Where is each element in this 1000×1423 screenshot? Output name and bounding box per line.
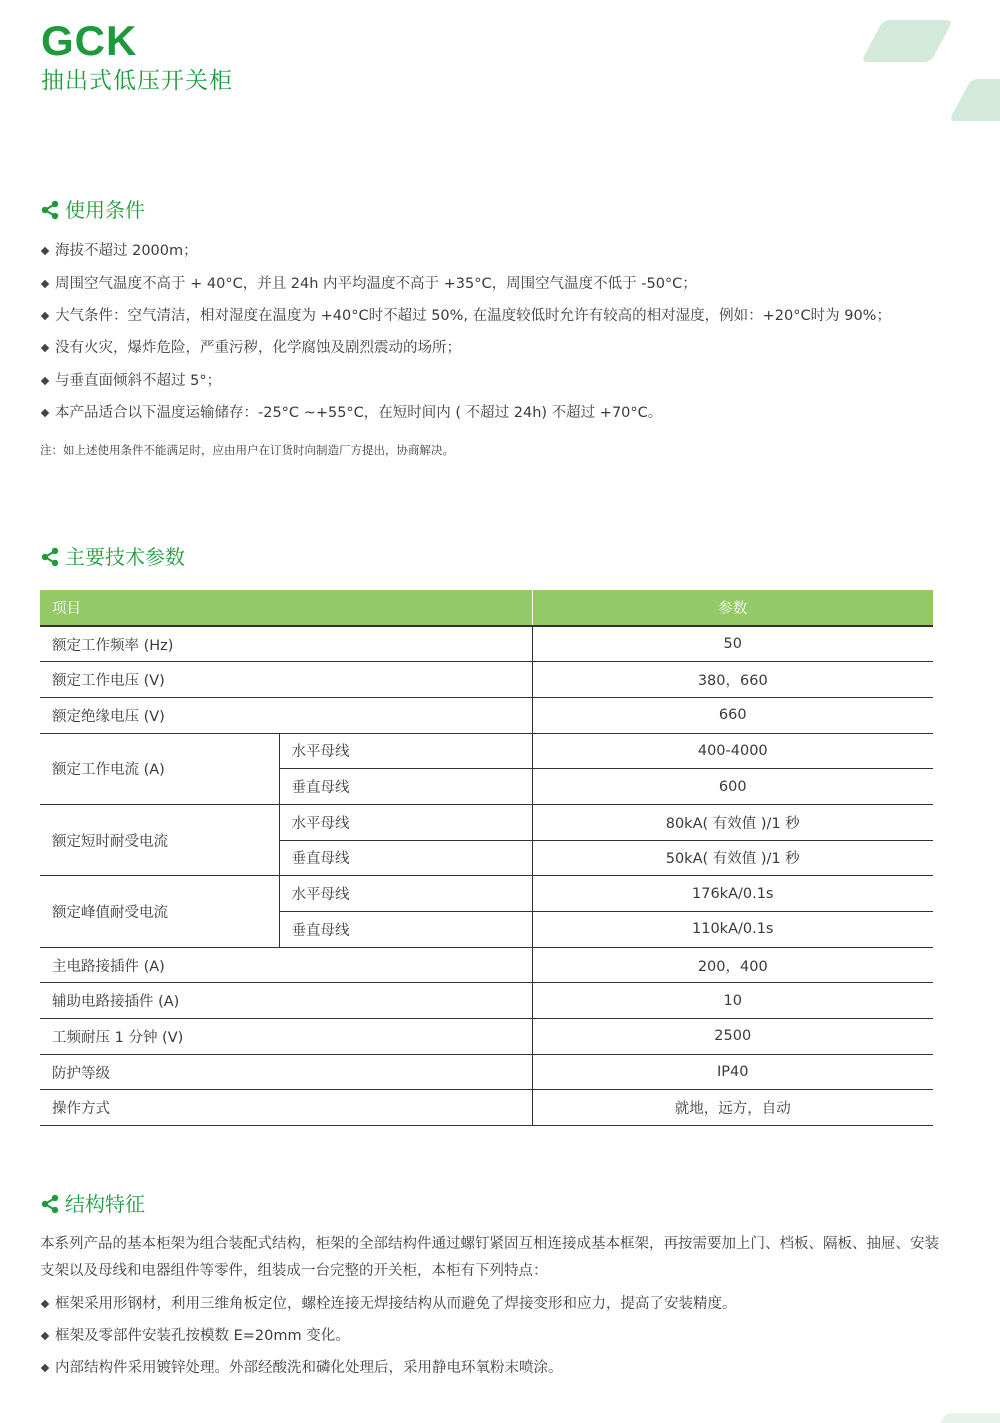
bullet-icon (41, 247, 49, 255)
row-value: 50 (532, 626, 933, 662)
row-value: 200，400 (532, 947, 933, 983)
row-sublabel: 垂直母线 (279, 840, 532, 876)
row-sublabel: 垂直母线 (279, 912, 532, 948)
row-value: 10 (532, 983, 933, 1019)
usage-note: 注：如上述使用条件不能满足时，应由用户在订货时向制造厂方提出，协商解决。 (40, 443, 454, 457)
bullet-icon (41, 1332, 49, 1340)
row-value: 50kA( 有效值 )/1 秒 (532, 840, 933, 876)
section-title: 结构特征 (65, 1192, 145, 1216)
usage-item (40, 241, 198, 261)
table-row (40, 662, 933, 698)
row-sublabel: 水平母线 (279, 733, 532, 769)
table-row (40, 804, 933, 840)
usage-item-text: 大气条件：空气清洁，相对湿度在温度为 +40°C时不超过 50%, 在温度较低时允许有较高的相对湿度，例如：+20°C时为 90%； (55, 308, 891, 324)
tech-params-table (40, 590, 933, 1126)
usage-item-text: 周围空气温度不高于 + 40°C，并且 24h 内平均温度不高于 +35°C，周围空气温度不低于 -50°C； (55, 276, 697, 292)
table-row (40, 697, 933, 733)
bullet-icon (41, 409, 49, 417)
section-heading-structure (40, 1191, 145, 1217)
product-model-title: GCK (41, 17, 138, 64)
decorative-shape (861, 20, 953, 62)
bullet-icon (41, 1364, 49, 1372)
share-icon (40, 1193, 62, 1215)
section-title: 主要技术参数 (65, 545, 185, 569)
product-name-title: 抽出式低压开关柜 (41, 68, 233, 94)
row-value: 380，660 (532, 662, 933, 698)
bullet-icon (41, 280, 49, 288)
section-heading-usage (40, 197, 145, 223)
table-row (40, 1054, 933, 1090)
row-sublabel: 水平母线 (279, 876, 532, 912)
row-label: 额定短时耐受电流 (40, 804, 279, 875)
section-heading-tech-params (40, 544, 185, 570)
bullet-icon (41, 344, 49, 352)
decorative-shape (949, 79, 1000, 121)
column-header-param: 参数 (532, 590, 933, 626)
table-row (40, 876, 933, 912)
row-value: IP40 (532, 1054, 933, 1090)
row-value: 2500 (532, 1019, 933, 1055)
structure-item-text: 框架及零部件安装孔按模数 E=20mm 变化。 (55, 1328, 350, 1344)
row-label: 防护等级 (40, 1054, 532, 1090)
row-sublabel: 垂直母线 (279, 769, 532, 805)
row-label: 主电路接插件 (A) (40, 947, 532, 983)
row-label: 额定峰值耐受电流 (40, 876, 279, 947)
row-value: 176kA/0.1s (532, 876, 933, 912)
section-title: 使用条件 (65, 198, 145, 222)
table-row (40, 983, 933, 1019)
decorative-shape (935, 1413, 1000, 1423)
bullet-icon (41, 1300, 49, 1308)
usage-item (40, 338, 461, 358)
share-icon (40, 199, 62, 221)
row-value: 400-4000 (532, 733, 933, 769)
usage-item (40, 403, 662, 423)
table-row (40, 1090, 933, 1126)
row-value: 600 (532, 769, 933, 805)
structure-item-text: 框架采用形钢材，利用三维角板定位，螺栓连接无焊接结构从而避免了焊接变形和应力，提高了安装精度。 (55, 1296, 737, 1312)
table-row (40, 947, 933, 983)
row-label: 额定绝缘电压 (V) (40, 697, 532, 733)
row-label: 额定工作电流 (A) (40, 733, 279, 804)
table-header-row (40, 590, 933, 626)
row-value: 就地，远方，自动 (532, 1090, 933, 1126)
usage-item (40, 274, 697, 294)
row-value: 110kA/0.1s (532, 912, 933, 948)
structure-item (40, 1358, 563, 1378)
structure-item-text: 内部结构件采用镀锌处理。外部经酸洗和磷化处理后，采用静电环氧粉末喷涂。 (55, 1360, 563, 1376)
usage-item (40, 306, 891, 326)
row-label: 辅助电路接插件 (A) (40, 983, 532, 1019)
usage-item-text: 海拔不超过 2000m； (55, 243, 198, 259)
row-label: 额定工作电压 (V) (40, 662, 532, 698)
usage-item-text: 本产品适合以下温度运输储存：-25°C ~+55°C，在短时间内 ( 不超过 24h) 不超过 +70°C。 (55, 405, 663, 421)
usage-item-text: 与垂直面倾斜不超过 5°； (55, 373, 222, 389)
row-label: 额定工作频率 (Hz) (40, 626, 532, 662)
usage-item (40, 371, 221, 391)
structure-item (40, 1294, 737, 1314)
structure-item (40, 1326, 350, 1346)
bullet-icon (41, 312, 49, 320)
table-row (40, 733, 933, 769)
row-label: 操作方式 (40, 1090, 532, 1126)
row-label: 工频耐压 1 分钟 (V) (40, 1019, 532, 1055)
usage-item-text: 没有火灾，爆炸危险，严重污秽，化学腐蚀及剧烈震动的场所； (55, 340, 461, 356)
column-header-item: 项目 (40, 590, 532, 626)
table-row (40, 626, 933, 662)
structure-intro: 本系列产品的基本柜架为组合装配式结构，柜架的全部结构件通过螺钉紧固互相连接成基本框架，再按需要加上门、档板、隔板、抽屉、安装支架以及母线和电器组件等零件，组装成一台完整的开关柜，本柜有下列特点： (40, 1236, 939, 1279)
row-value: 660 (532, 697, 933, 733)
table-row (40, 1019, 933, 1055)
row-sublabel: 水平母线 (279, 804, 532, 840)
row-value: 80kA( 有效值 )/1 秒 (532, 804, 933, 840)
share-icon (40, 546, 62, 568)
bullet-icon (41, 377, 49, 385)
